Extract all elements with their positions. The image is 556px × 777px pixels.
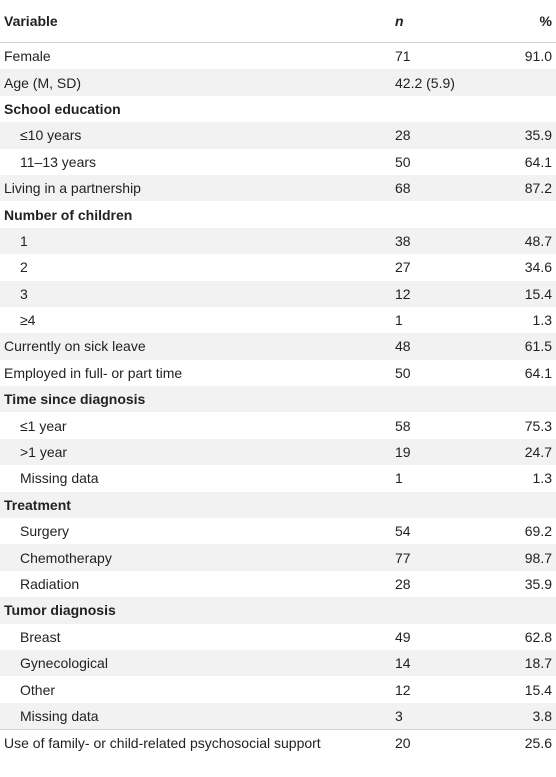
row-n: 28 [395, 576, 411, 592]
table-row [0, 465, 556, 491]
row-label: Employed in full- or part time [4, 364, 183, 381]
table-row [0, 703, 556, 729]
row-pct: 35.9 [524, 127, 552, 144]
row-pct: 35.9 [524, 576, 552, 592]
row-label: 11–13 years [20, 153, 97, 170]
header-variable: Variable [4, 13, 58, 29]
row-pct: 18.7 [524, 655, 552, 672]
section-label: Tumor diagnosis [4, 602, 116, 619]
row-label: Missing data [20, 470, 99, 487]
row-n: 50 [395, 153, 411, 170]
table-row [0, 228, 556, 254]
row-n: 12 [395, 681, 411, 698]
header-n: n [395, 13, 404, 29]
row-label: 3 [20, 285, 28, 302]
table-row [0, 69, 556, 95]
row-label: ≤1 year [20, 417, 67, 434]
row-label: 1 [20, 232, 28, 249]
row-label: Breast [20, 628, 61, 645]
row-n: 28 [395, 127, 411, 144]
row-pct: 61.5 [524, 338, 552, 355]
row-pct: 48.7 [524, 232, 552, 249]
row-n: 54 [395, 523, 411, 540]
section-header-row [0, 386, 556, 412]
row-pct: 34.6 [524, 259, 552, 276]
row-n: 1 [395, 312, 403, 329]
row-pct: 1.3 [532, 470, 552, 487]
table-row [0, 360, 556, 386]
row-label: Age (M, SD) [4, 74, 82, 91]
table-row [0, 307, 556, 333]
row-label: Use of family- or child-related psychosocial support [4, 735, 321, 752]
table-row [0, 518, 556, 544]
row-n: 1 [395, 470, 403, 487]
row-label: Radiation [20, 576, 80, 592]
table-row [0, 149, 556, 175]
row-pct: 15.4 [524, 285, 552, 302]
table-row [0, 729, 556, 756]
table-body [0, 43, 556, 757]
row-pct: 87.2 [524, 180, 552, 197]
section-label: Time since diagnosis [4, 391, 146, 408]
table-row [0, 439, 556, 465]
row-pct: 25.6 [524, 735, 552, 752]
table-row [0, 412, 556, 438]
row-pct: 69.2 [524, 523, 552, 540]
table-row [0, 544, 556, 570]
row-label: Other [20, 681, 56, 698]
section-label: Number of children [4, 206, 133, 223]
section-header-row [0, 201, 556, 227]
row-label: Currently on sick leave [4, 338, 146, 355]
row-pct: 75.3 [524, 417, 552, 434]
header-pct: % [539, 13, 552, 29]
row-label: Surgery [20, 523, 70, 540]
row-label: Gynecological [20, 655, 108, 672]
section-label: School education [4, 100, 121, 117]
row-label: ≥4 [20, 312, 36, 329]
section-label: Treatment [4, 496, 71, 513]
row-n: 49 [395, 628, 411, 645]
row-label: Chemotherapy [20, 549, 112, 566]
row-pct: 98.7 [524, 549, 552, 566]
row-label: ≤10 years [20, 127, 82, 144]
row-label: Living in a partnership [4, 180, 141, 197]
row-pct: 1.3 [532, 312, 552, 329]
table-row [0, 676, 556, 702]
row-n: 77 [395, 549, 411, 566]
row-n: 58 [395, 417, 411, 434]
row-n: 50 [395, 364, 411, 381]
table-row [0, 333, 556, 359]
table-header [0, 0, 556, 43]
row-pct: 64.1 [524, 364, 552, 381]
table-row [0, 650, 556, 676]
row-n: 3 [395, 707, 403, 724]
row-n: 42.2 (5.9) [395, 74, 455, 91]
table-row [0, 43, 556, 69]
row-n: 71 [395, 48, 411, 65]
row-n: 68 [395, 180, 411, 197]
section-header-row [0, 96, 556, 122]
section-header-row [0, 597, 556, 623]
row-n: 38 [395, 232, 411, 249]
row-n: 19 [395, 444, 411, 461]
row-pct: 3.8 [532, 707, 552, 724]
row-label: Missing data [20, 707, 99, 724]
table-row [0, 254, 556, 280]
row-pct: 15.4 [524, 681, 552, 698]
row-n: 14 [395, 655, 411, 672]
row-label: >1 year [20, 444, 68, 461]
table-row [0, 175, 556, 201]
table-row [0, 571, 556, 597]
row-pct: 64.1 [524, 153, 552, 170]
row-pct: 24.7 [524, 444, 552, 461]
row-n: 27 [395, 259, 411, 276]
table-row [0, 281, 556, 307]
row-n: 48 [395, 338, 411, 355]
table-row [0, 624, 556, 650]
row-label: 2 [20, 259, 28, 276]
table-row [0, 122, 556, 148]
row-pct: 91.0 [524, 48, 552, 65]
row-label: Female [4, 48, 51, 65]
section-header-row [0, 492, 556, 518]
row-n: 20 [395, 735, 411, 752]
row-pct: 62.8 [524, 628, 552, 645]
row-n: 12 [395, 285, 411, 302]
